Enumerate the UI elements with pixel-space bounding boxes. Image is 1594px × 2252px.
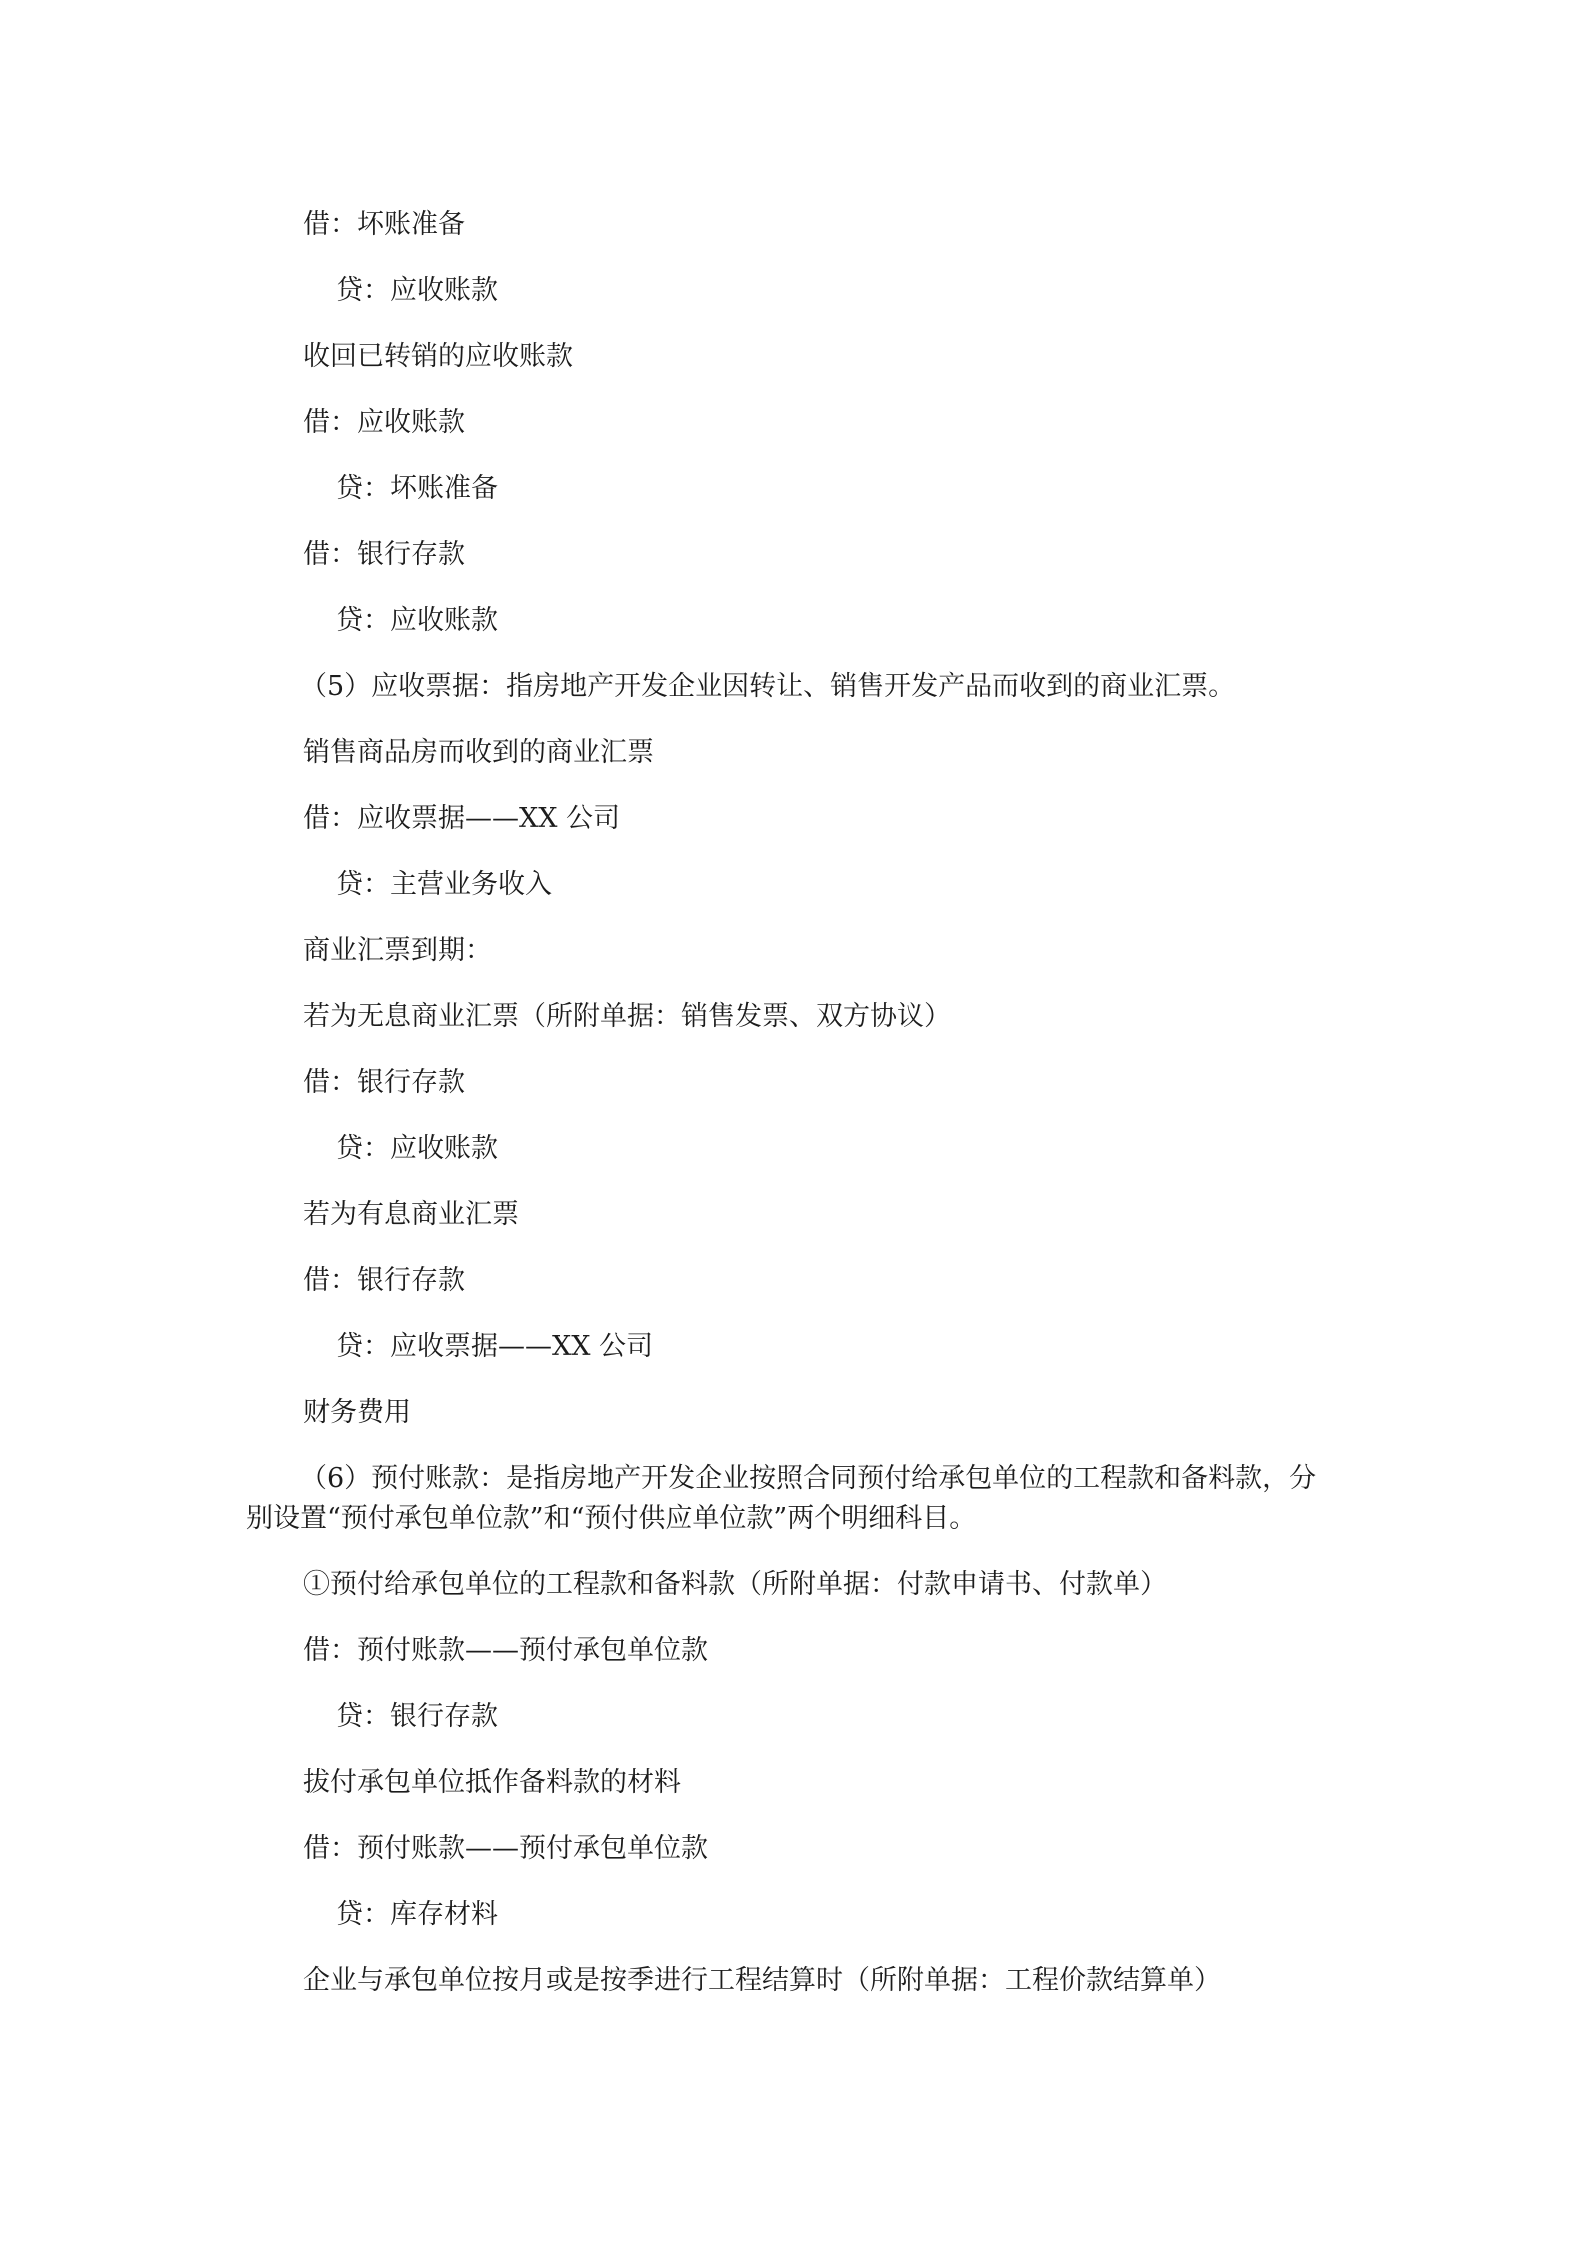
entry-debit-bank-deposit: 借：银行存款 [303,1265,465,1296]
entry-debit-bank-deposit: 借：银行存款 [303,1067,465,1098]
section-heading-settlement: 企业与承包单位按月或是按季进行工程结算时（所附单据：工程价款结算单） [303,1965,1221,1996]
paragraph-prepayments: （6）预付账款：是指房地产开发企业按照合同预付给承包单位的工程款和备料款，分 [300,1463,1317,1494]
section-heading-material-allocation: 拔付承包单位抵作备料款的材料 [303,1767,681,1798]
entry-credit-main-revenue: 贷：主营业务收入 [336,869,552,900]
section-heading-recovery: 收回已转销的应收账款 [303,341,573,372]
entry-credit-bad-debt-reserve: 贷：坏账准备 [336,473,498,504]
section-heading-non-interest: 若为无息商业汇票（所附单据：销售发票、双方协议） [303,1001,951,1032]
entry-debit-bank-deposit: 借：银行存款 [303,539,465,570]
entry-debit-prepayments: 借：预付账款——预付承包单位款 [303,1635,708,1666]
entry-debit-bad-debt-reserve: 借：坏账准备 [303,209,465,240]
entry-credit-bank-deposit: 贷：银行存款 [336,1701,498,1732]
entry-credit-accounts-receivable: 贷：应收账款 [336,605,498,636]
entry-debit-notes-receivable: 借：应收票据——XX 公司 [303,803,621,834]
entry-credit-notes-receivable: 贷：应收票据——XX 公司 [336,1331,654,1362]
paragraph-prepayments-continued: 别设置“预付承包单位款”和“预付供应单位款”两个明细科目。 [246,1503,977,1534]
entry-credit-accounts-receivable: 贷：应收账款 [336,1133,498,1164]
entry-debit-prepayments: 借：预付账款——预付承包单位款 [303,1833,708,1864]
entry-credit-accounts-receivable: 贷：应收账款 [336,275,498,306]
entry-debit-accounts-receivable: 借：应收账款 [303,407,465,438]
section-heading-interest-bearing: 若为有息商业汇票 [303,1199,519,1230]
entry-financial-expenses: 财务费用 [303,1397,411,1428]
section-heading-prepay-contractor: ①预付给承包单位的工程款和备料款（所附单据：付款申请书、付款单） [303,1569,1167,1600]
section-heading-sale-notes: 销售商品房而收到的商业汇票 [303,737,654,768]
paragraph-notes-receivable: （5）应收票据：指房地产开发企业因转让、销售开发产品而收到的商业汇票。 [300,671,1236,702]
section-heading-maturity: 商业汇票到期： [303,935,492,966]
entry-credit-inventory-materials: 贷：库存材料 [336,1899,498,1930]
